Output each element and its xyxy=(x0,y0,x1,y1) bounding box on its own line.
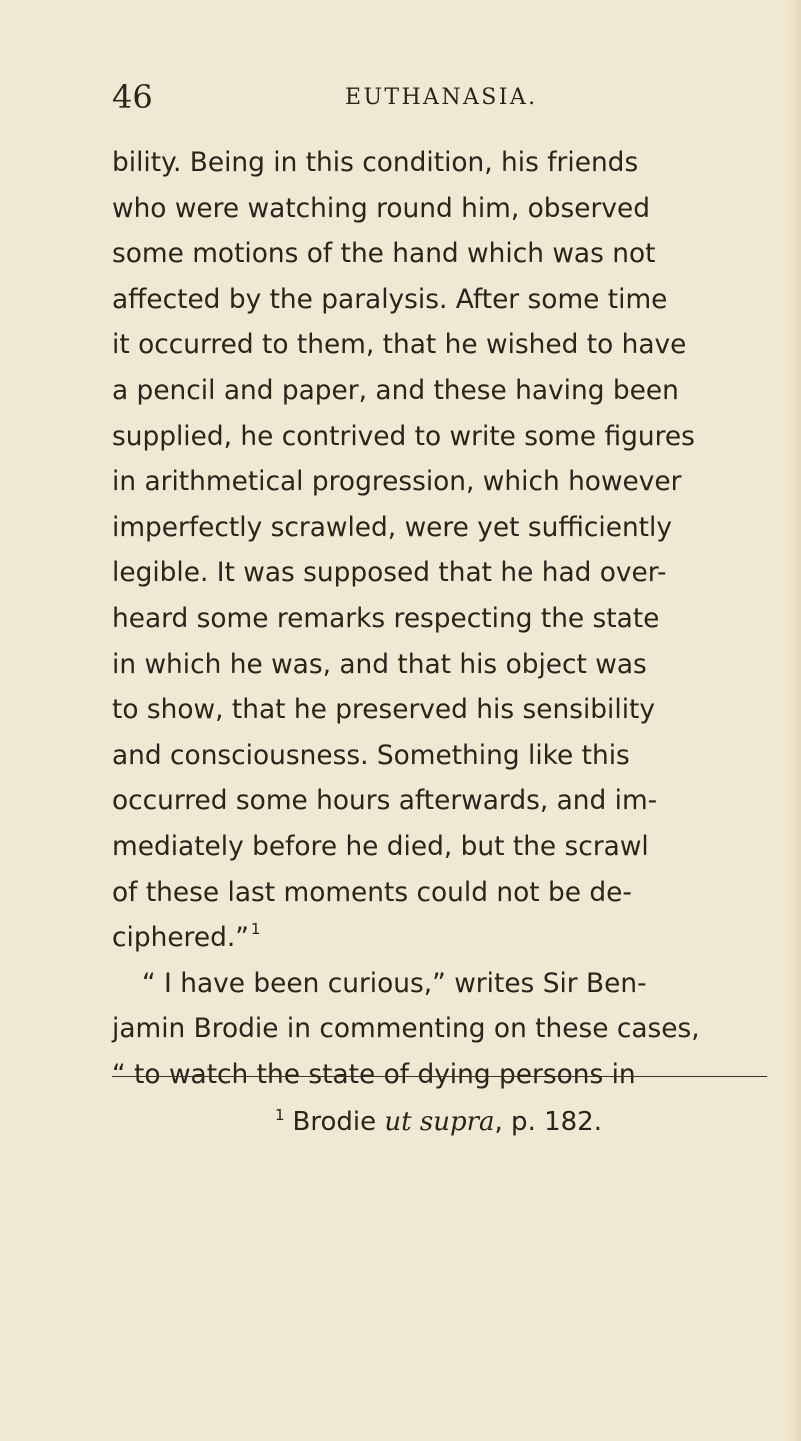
text-line: “ I have been curious,” writes Sir Ben- xyxy=(142,967,647,999)
running-head: EUTHANASIA. xyxy=(345,85,538,110)
footnote-marker: 1 xyxy=(275,1106,285,1124)
text-line: heard some remarks respecting the state xyxy=(112,602,660,634)
footnote-author: Brodie xyxy=(292,1107,377,1137)
footnote-reference[interactable]: 1 xyxy=(250,920,261,939)
page-header xyxy=(112,74,712,120)
text-line: mediately before he died, but the scrawl xyxy=(112,830,649,862)
footnote-italic: ut supra xyxy=(384,1107,495,1137)
text-line-with-footnote-ref xyxy=(112,915,772,961)
text-line: jamin Brodie in commenting on these cases, xyxy=(112,1013,700,1045)
text-line: it occurred to them, that he wished to have xyxy=(112,329,687,361)
text-line: imperfectly scrawled, were yet sufficiently xyxy=(112,511,672,543)
text-line: supplied, he contrived to write some figures xyxy=(112,420,695,452)
text-line: who were watching round him, observed xyxy=(112,192,650,224)
footnote-divider xyxy=(112,1076,767,1077)
body-text xyxy=(112,140,772,1097)
footnote xyxy=(275,1102,602,1145)
text-line: in arithmetical progression, which however xyxy=(112,466,682,498)
footnote-citation: , p. 182. xyxy=(494,1107,602,1137)
text-line-content: ciphered.” xyxy=(112,922,249,954)
page-edge-shadow xyxy=(787,0,801,1441)
text-line: affected by the paralysis. After some time xyxy=(112,283,668,315)
text-line: of these last moments could not be de- xyxy=(112,876,632,908)
text-line: to show, that he preserved his sensibility xyxy=(112,694,655,726)
text-line: “ to watch the state of dying persons in xyxy=(112,1058,636,1090)
text-line: occurred some hours afterwards, and im- xyxy=(112,785,658,817)
text-line: a pencil and paper, and these having been xyxy=(112,374,679,406)
text-line: legible. It was supposed that he had over- xyxy=(112,557,667,589)
text-line: some motions of the hand which was not xyxy=(112,238,656,270)
text-line: bility. Being in this condition, his friends xyxy=(112,147,639,178)
text-line: and consciousness. Something like this xyxy=(112,739,630,771)
page-number: 46 xyxy=(112,78,153,116)
text-line: in which he was, and that his object was xyxy=(112,648,647,680)
